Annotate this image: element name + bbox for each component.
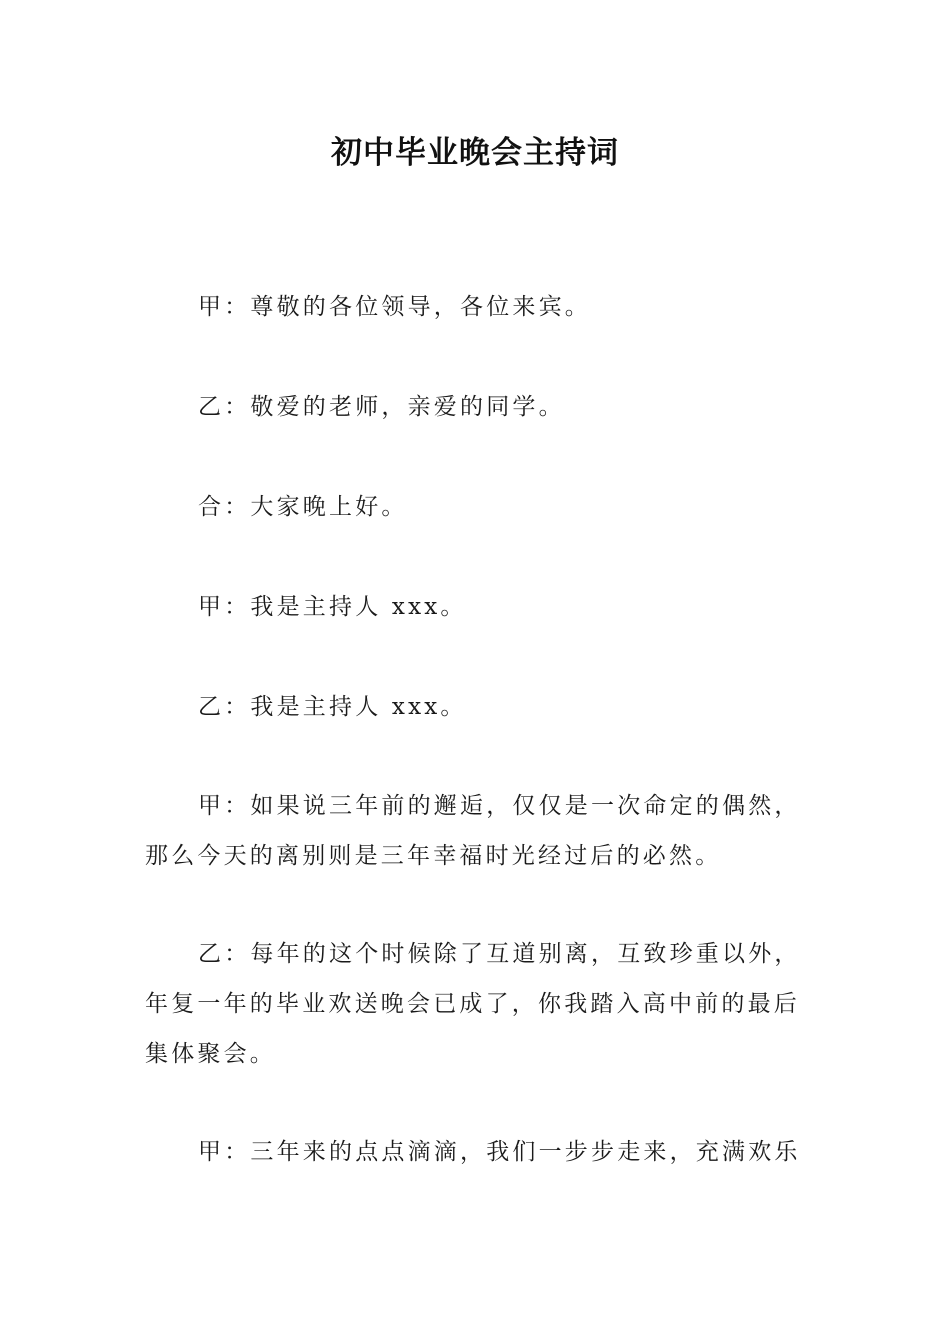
paragraph: 乙：我是主持人 xxx。 bbox=[198, 694, 467, 720]
paragraph: 甲：我是主持人 xxx。 bbox=[198, 594, 467, 620]
paragraph: 甲：三年来的点点滴滴，我们一步步走来，充满欢乐 bbox=[198, 1139, 801, 1165]
paragraph: 甲：如果说三年前的邂逅，仅仅是一次命定的偶然，那么今天的离别则是三年幸福时光经过后的必然。 bbox=[145, 793, 801, 869]
paragraph: 甲：尊敬的各位领导，各位来宾。 bbox=[198, 294, 591, 320]
paragraph: 合：大家晚上好。 bbox=[198, 494, 408, 520]
paragraph: 乙：每年的这个时候除了互道别离，互致珍重以外，年复一年的毕业欢送晚会已成了，你我踏入高中前的最后集体聚会。 bbox=[145, 941, 801, 1067]
paragraph: 乙：敬爱的老师，亲爱的同学。 bbox=[198, 394, 565, 420]
document-title: 初中毕业晚会主持词 bbox=[331, 135, 619, 171]
